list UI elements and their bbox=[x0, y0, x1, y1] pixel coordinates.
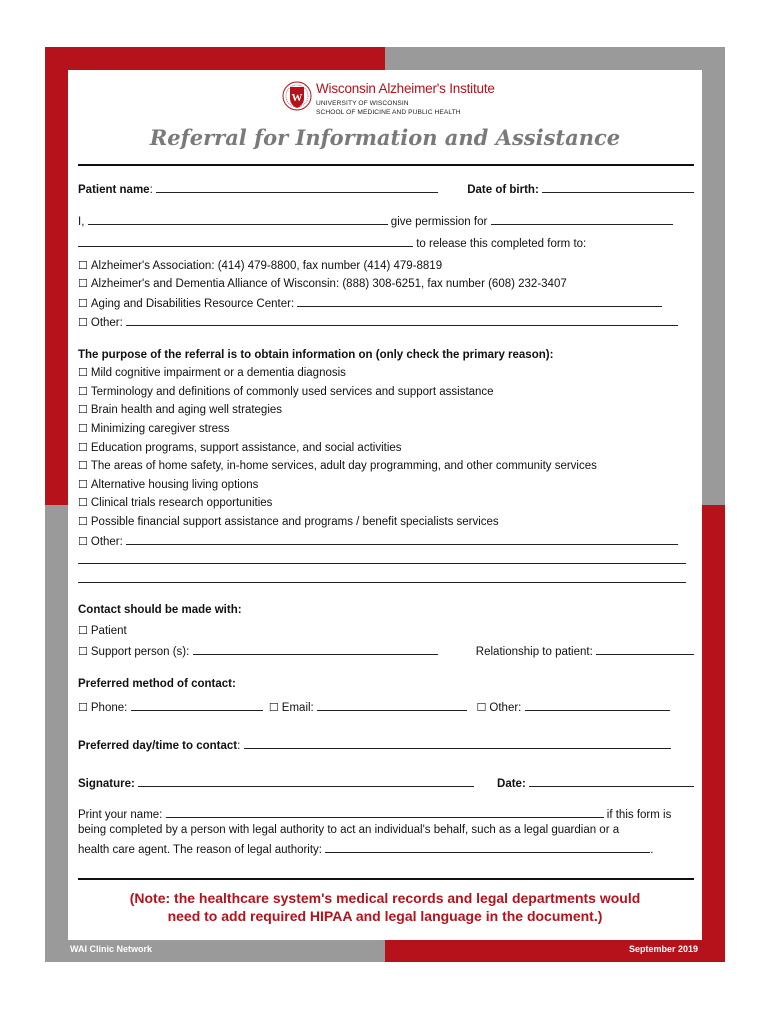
checkbox-icon[interactable]: ☐ bbox=[78, 403, 88, 416]
purpose-option[interactable] bbox=[78, 478, 694, 492]
grantor-field[interactable] bbox=[88, 213, 388, 225]
dob-label: Date of birth: bbox=[467, 184, 539, 196]
purpose-option[interactable] bbox=[78, 515, 694, 529]
footer-right: September 2019 bbox=[628, 944, 698, 954]
purpose-option-label: Brain health and aging well strategies bbox=[90, 404, 283, 416]
purpose-option-label: Clinical trials research opportunities bbox=[90, 497, 273, 509]
title-divider bbox=[78, 164, 694, 166]
purpose-option-label: Alternative housing living options bbox=[90, 479, 259, 491]
footer-left: WAI Clinic Network bbox=[70, 944, 153, 954]
phone-field[interactable] bbox=[131, 699, 263, 711]
method-other-field[interactable] bbox=[525, 699, 670, 711]
purpose-option[interactable] bbox=[78, 366, 694, 380]
purpose-heading: The purpose of the referral is to obtain information on (only check the primary reason): bbox=[78, 349, 554, 361]
signature-row bbox=[78, 775, 694, 791]
purpose-other-line bbox=[78, 571, 694, 587]
phone-label: Phone: bbox=[90, 702, 128, 714]
relationship-label: Relationship to patient: bbox=[475, 646, 593, 658]
permission-label: give permission for bbox=[390, 216, 488, 228]
purpose-other-field[interactable] bbox=[126, 533, 678, 545]
purpose-option-label: Mild cognitive impairment or a dementia diagnosis bbox=[90, 367, 346, 379]
checkbox-icon[interactable]: ☐ bbox=[476, 701, 487, 714]
print-line3-row: health care agent. The reason of legal authority: . bbox=[78, 841, 694, 857]
page-title: Referral for Information and Assistance bbox=[149, 125, 621, 150]
print-row bbox=[78, 806, 694, 822]
checkbox-icon[interactable]: ☐ bbox=[78, 701, 88, 714]
email-field[interactable] bbox=[317, 699, 467, 711]
crest-icon bbox=[282, 74, 312, 118]
patient-row: Patient name: Date of birth: bbox=[78, 181, 694, 197]
dob-field[interactable] bbox=[542, 181, 694, 193]
print-line2: being completed by a person with legal authority to act an individual's behalf, such as a legal guardian or a bbox=[78, 824, 620, 836]
checkbox-icon[interactable]: ☐ bbox=[78, 259, 88, 272]
daytime-field[interactable] bbox=[244, 737, 671, 749]
purpose-other-line-3[interactable] bbox=[78, 571, 686, 583]
checkbox-icon[interactable]: ☐ bbox=[268, 701, 279, 714]
print-label: Print your name: bbox=[78, 809, 163, 821]
support-person-field[interactable] bbox=[193, 643, 438, 655]
contact-heading: Contact should be made with: bbox=[78, 604, 242, 616]
logo-line2: SCHOOL OF MEDICINE AND PUBLIC HEALTH bbox=[316, 109, 461, 116]
daytime-row: Preferred day/time to contact: bbox=[78, 737, 694, 753]
release-option-1[interactable] bbox=[78, 259, 694, 273]
checkbox-icon[interactable]: ☐ bbox=[78, 535, 88, 548]
logo-title: Wisconsin Alzheimer's Institute bbox=[316, 81, 495, 96]
checkbox-icon[interactable]: ☐ bbox=[78, 441, 88, 454]
i-label: I, bbox=[78, 216, 85, 228]
print-suffix: if this form is bbox=[606, 809, 672, 821]
checkbox-icon[interactable]: ☐ bbox=[78, 422, 88, 435]
logo-line1: UNIVERSITY OF WISCONSIN bbox=[316, 100, 409, 107]
authority-label: health care agent. The reason of legal authority: bbox=[78, 844, 323, 856]
purpose-option[interactable] bbox=[78, 496, 694, 510]
note-line2: need to add required HIPAA and legal language in the document.) bbox=[167, 908, 603, 924]
authority-field[interactable] bbox=[325, 841, 650, 853]
release-option-2[interactable] bbox=[78, 277, 694, 291]
checkbox-icon[interactable]: ☐ bbox=[78, 277, 88, 290]
release-other-field[interactable] bbox=[126, 314, 678, 326]
purpose-option-label: The areas of home safety, in-home services, adult day programming, and other community services bbox=[90, 460, 597, 472]
wai-logo bbox=[280, 72, 520, 120]
contact-patient-option[interactable] bbox=[78, 624, 694, 638]
purpose-option[interactable] bbox=[78, 403, 694, 417]
purpose-option-label: Minimizing caregiver stress bbox=[90, 423, 230, 435]
checkbox-icon[interactable]: ☐ bbox=[78, 478, 88, 491]
purpose-other-line-2[interactable] bbox=[78, 552, 686, 564]
purpose-option[interactable] bbox=[78, 441, 694, 455]
contact-support-label: Support person (s): bbox=[90, 646, 190, 658]
method-other-label: Other: bbox=[489, 702, 522, 714]
checkbox-icon[interactable]: ☐ bbox=[78, 385, 88, 398]
hipaa-note bbox=[68, 889, 702, 925]
purpose-option-label: Terminology and definitions of commonly used services and support assistance bbox=[90, 386, 494, 398]
release-option-label: Aging and Disabilities Resource Center: bbox=[90, 298, 295, 310]
purpose-other-line bbox=[78, 552, 694, 568]
release-label: to release this completed form to: bbox=[416, 238, 587, 250]
svg-text:W: W bbox=[291, 92, 303, 104]
note-line1: (Note: the healthcare system's medical records and legal departments would bbox=[129, 890, 641, 906]
purpose-option[interactable] bbox=[78, 385, 694, 399]
note-divider bbox=[78, 878, 694, 880]
checkbox-icon[interactable]: ☐ bbox=[78, 316, 88, 329]
release-option-label: Alzheimer's and Dementia Alliance of Wisconsin: (888) 308-6251, fax number (608) 232-3407 bbox=[90, 278, 567, 290]
contact-patient-label: Patient bbox=[90, 625, 127, 637]
purpose-option-label: Possible financial support assistance and programs / benefit specialists services bbox=[90, 516, 499, 528]
checkbox-icon[interactable]: ☐ bbox=[78, 645, 88, 658]
contact-support-option[interactable] bbox=[78, 643, 694, 659]
checkbox-icon[interactable]: ☐ bbox=[78, 459, 88, 472]
print-name-field[interactable] bbox=[166, 806, 604, 818]
purpose-option[interactable] bbox=[78, 422, 694, 436]
release-option-4[interactable] bbox=[78, 314, 694, 330]
patient-label: Patient name bbox=[78, 184, 150, 196]
patient-name-field[interactable] bbox=[156, 181, 438, 193]
email-label: Email: bbox=[281, 702, 314, 714]
daytime-label: Preferred day/time to contact bbox=[78, 740, 238, 752]
checkbox-icon[interactable]: ☐ bbox=[78, 297, 88, 310]
permission-row bbox=[78, 213, 694, 229]
signature-field[interactable] bbox=[138, 775, 474, 787]
relationship-field[interactable] bbox=[596, 643, 694, 655]
purpose-option-label: Education programs, support assistance, and social activities bbox=[90, 442, 402, 454]
checkbox-icon[interactable]: ☐ bbox=[78, 366, 88, 379]
release-option-label: Alzheimer's Association: (414) 479-8800, fax number (414) 479-8819 bbox=[90, 260, 443, 272]
releaser-field[interactable] bbox=[78, 235, 413, 247]
purpose-option[interactable] bbox=[78, 459, 694, 473]
release-option-3[interactable] bbox=[78, 295, 694, 311]
release-row bbox=[78, 235, 694, 251]
form-page bbox=[68, 70, 702, 940]
release-option-label: Other: bbox=[90, 317, 123, 329]
date-label: Date: bbox=[497, 778, 526, 790]
purpose-option[interactable] bbox=[78, 533, 694, 549]
checkbox-icon[interactable]: ☐ bbox=[78, 515, 88, 528]
date-field[interactable] bbox=[529, 775, 694, 787]
signature-label: Signature: bbox=[78, 778, 135, 790]
method-row bbox=[78, 699, 694, 715]
checkbox-icon[interactable]: ☐ bbox=[78, 624, 88, 637]
purpose-option-label: Other: bbox=[90, 536, 123, 548]
method-heading: Preferred method of contact: bbox=[78, 678, 236, 690]
adrc-field[interactable] bbox=[297, 295, 662, 307]
checkbox-icon[interactable]: ☐ bbox=[78, 496, 88, 509]
grantee-field[interactable] bbox=[491, 213, 673, 225]
